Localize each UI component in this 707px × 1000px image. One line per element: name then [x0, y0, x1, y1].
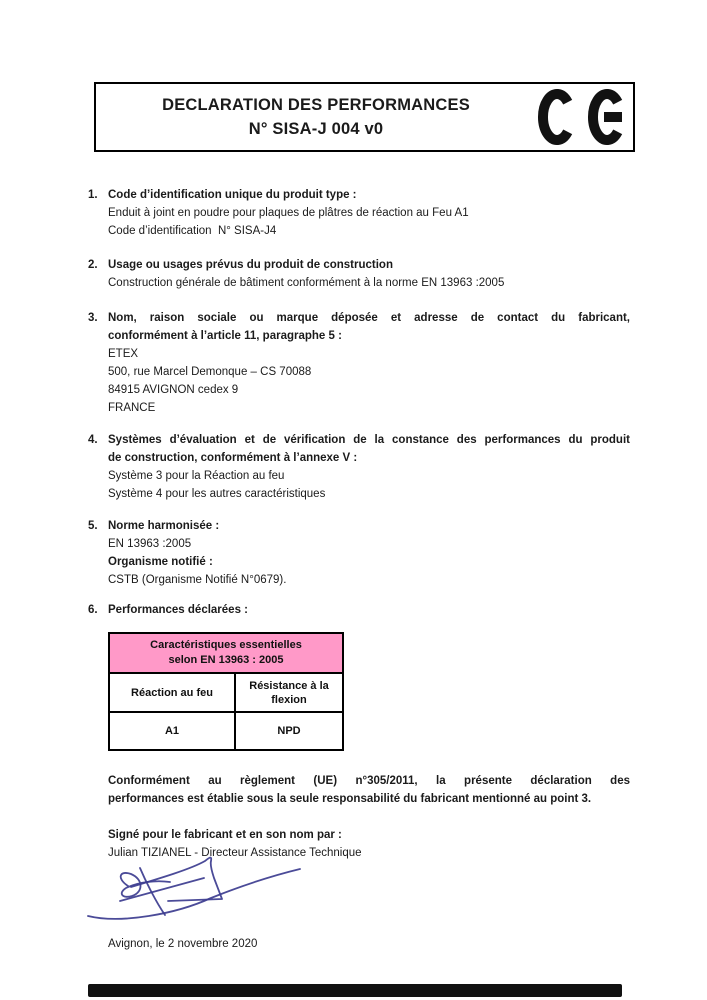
section-number: 1.	[88, 189, 98, 201]
signature-scribble	[86, 852, 306, 927]
section-heading: Code d’identification unique du produit type :	[108, 189, 357, 201]
section-heading-continued: conformément à l’article 11, paragraphe 5 :	[108, 330, 342, 342]
section-line: Construction générale de bâtiment conformément à la norme EN 13963 :2005	[108, 277, 505, 289]
section-heading: Norme harmonisée :	[108, 520, 220, 532]
table-header-line1: Caractéristiques essentielles	[150, 639, 302, 651]
document-number: N° SISA-J 004 v0	[248, 120, 384, 138]
place-date: Avignon, le 2 novembre 2020	[108, 938, 258, 950]
section-line: Enduit à joint en poudre pour plaques de plâtres de réaction au Feu A1	[108, 207, 469, 219]
section-number: 6.	[88, 604, 98, 616]
value-reaction: A1	[109, 712, 235, 750]
section-line: Système 3 pour la Réaction au feu	[108, 470, 285, 482]
table-value-row	[109, 712, 343, 750]
table-header-row	[109, 633, 343, 673]
section-number: 2.	[88, 259, 98, 271]
section-line: Système 4 pour les autres caractéristiques	[108, 488, 326, 500]
notified-body: CSTB (Organisme Notifié N°0679).	[108, 574, 287, 586]
manufacturer-street: 500, rue Marcel Demonque – CS 70088	[108, 366, 312, 378]
manufacturer-city: 84915 AVIGNON cedex 9	[108, 384, 239, 396]
table-column-row	[109, 673, 343, 712]
section-3	[88, 309, 630, 417]
section-2	[88, 256, 630, 292]
table-header-line2: selon EN 13963 : 2005	[168, 654, 284, 666]
column-header-reaction: Réaction au feu	[109, 673, 235, 712]
document-body	[88, 186, 630, 862]
signed-heading: Signé pour le fabricant et en son nom par :	[108, 829, 342, 841]
section-line: Code d’identification N° SISA-J4	[108, 225, 277, 237]
signer-name: Julian TIZIANEL - Directeur Assistance Technique	[108, 847, 362, 859]
section-heading: Nom, raison sociale ou marque déposée et adresse de contact du fabricant,	[108, 312, 630, 324]
harmonised-standard: EN 13963 :2005	[108, 538, 192, 550]
section-heading: Performances déclarées :	[108, 604, 248, 616]
section-heading: Usage ou usages prévus du produit de construction	[108, 259, 393, 271]
conformity-line1: Conformément au règlement (UE) n°305/2011, la présente déclaration des	[108, 775, 630, 787]
document-title: DECLARATION DES PERFORMANCES	[162, 96, 470, 114]
section-heading: Systèmes d’évaluation et de vérification de la constance des performances du produit	[108, 434, 630, 446]
section-number: 3.	[88, 312, 98, 324]
value-flexion: NPD	[235, 712, 343, 750]
manufacturer-country: FRANCE	[108, 402, 156, 414]
section-number: 4.	[88, 434, 98, 446]
document-header	[94, 82, 635, 152]
section-number: 5.	[88, 520, 98, 532]
section-1	[88, 186, 630, 240]
notified-body-heading: Organisme notifié :	[108, 556, 213, 568]
column-header-flexion: Résistance à la flexion	[235, 673, 343, 712]
conformity-statement	[108, 772, 630, 808]
table-header-cell	[109, 633, 343, 673]
section-5	[88, 517, 630, 589]
footer-bar	[88, 984, 622, 997]
ce-mark-icon	[536, 87, 628, 147]
manufacturer-name: ETEX	[108, 348, 139, 360]
conformity-line2: performances est établie sous la seule responsabilité du fabricant mentionné au point 3.	[108, 793, 592, 805]
section-4	[88, 431, 630, 503]
section-heading-continued: de construction, conformément à l’annexe V :	[108, 452, 358, 464]
section-6	[88, 601, 630, 619]
performance-table	[108, 632, 344, 751]
header-titles	[96, 93, 536, 141]
